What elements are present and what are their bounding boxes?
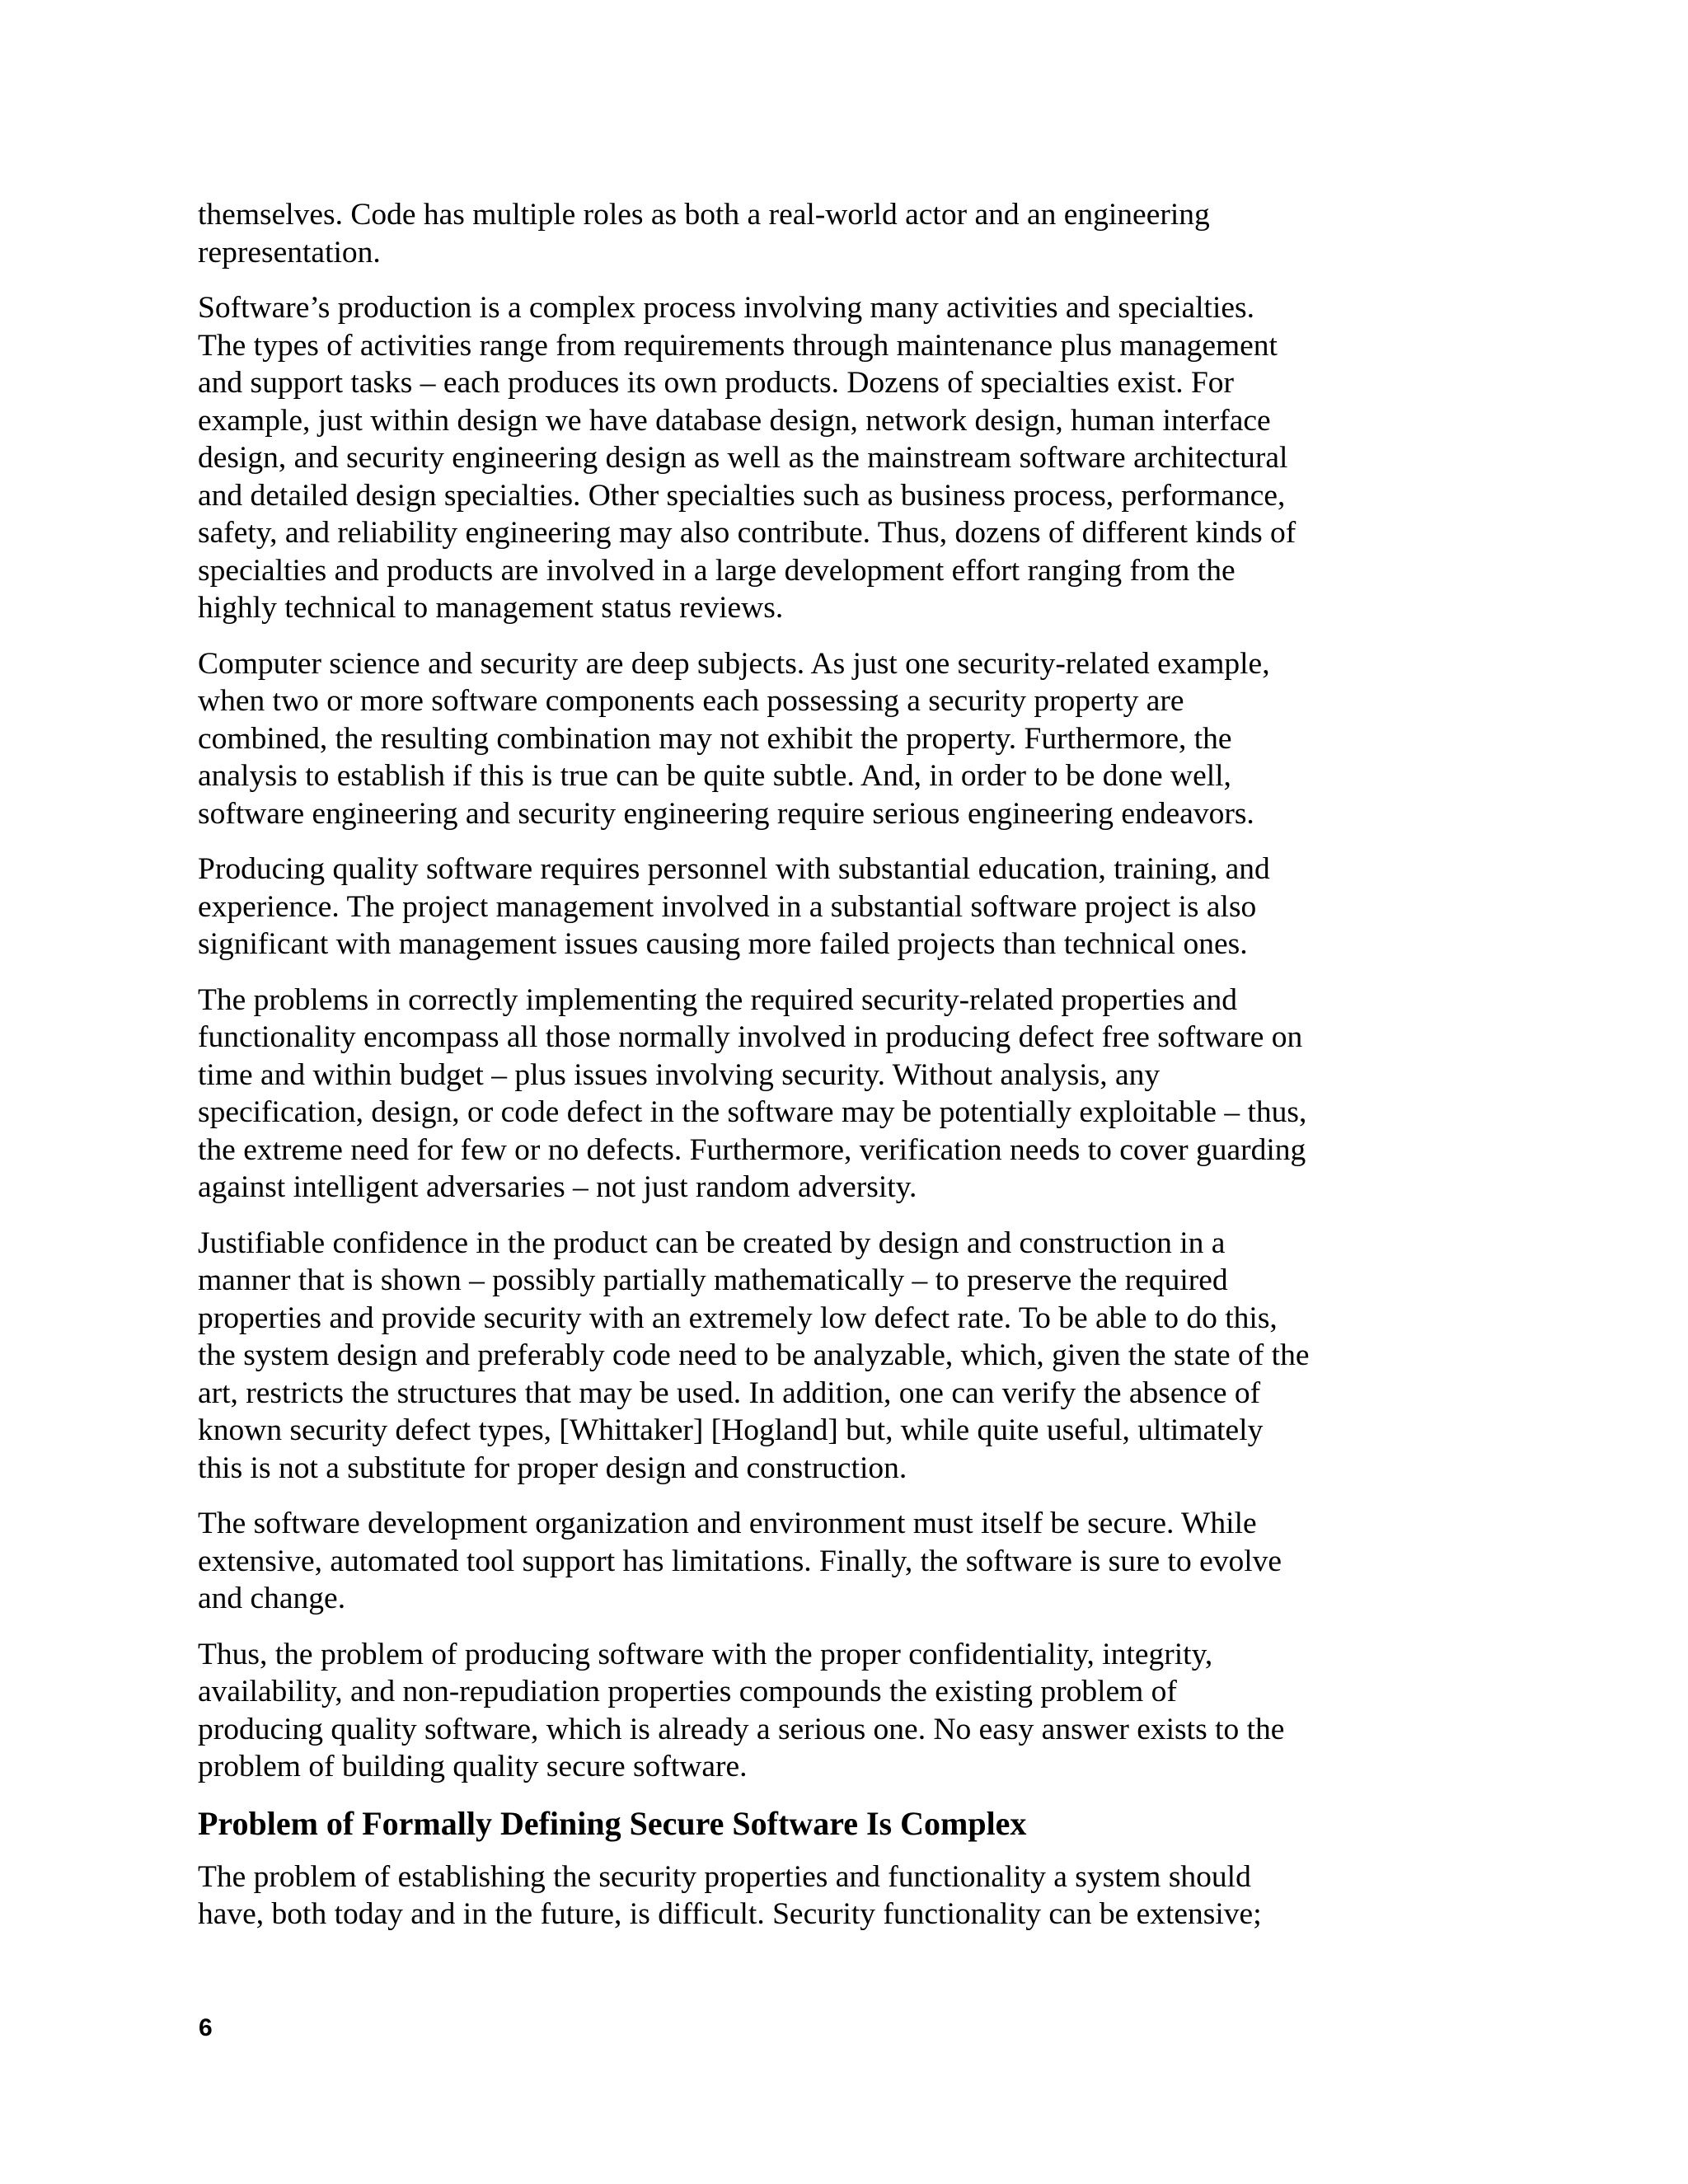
paragraph: [198, 1858, 1393, 1933]
text-line: have, both today and in the future, is difficult. Security functionality can be extensive;: [198, 1897, 1262, 1931]
text-line: highly technical to management status reviews.: [198, 591, 784, 625]
page-body: [198, 196, 1393, 1952]
paragraph: [198, 645, 1393, 833]
text-line: and detailed design specialties. Other specialties such as business process, performance,: [198, 478, 1286, 513]
text-line: The types of activities range from requirements through maintenance plus management: [198, 328, 1278, 363]
text-line: when two or more software components each possessing a security property are: [198, 684, 1184, 718]
paragraph: [198, 851, 1393, 963]
text-line: against intelligent adversaries – not just random adversity.: [198, 1170, 917, 1204]
text-line: time and within budget – plus issues involving security. Without analysis, any: [198, 1057, 1160, 1092]
text-line: and change.: [198, 1582, 346, 1615]
text-line: this is not a substitute for proper design and construction.: [198, 1451, 907, 1485]
text-line: design, and security engineering design as well as the mainstream software architectural: [198, 441, 1288, 475]
text-line: producing quality software, which is already a serious one. No easy answer exists to the: [198, 1712, 1285, 1746]
text-line: art, restricts the structures that may be used. In addition, one can verify the absence of: [198, 1376, 1261, 1410]
text-line: functionality encompass all those normally involved in producing defect free software on: [198, 1020, 1303, 1054]
text-line: Producing quality software requires personnel with substantial education, training, and: [198, 852, 1270, 886]
text-line: known security defect types, [Whittaker] [Hogland] but, while quite useful, ultimately: [198, 1413, 1264, 1447]
text-line: Thus, the problem of producing software with the proper confidentiality, integrity,: [198, 1637, 1213, 1671]
section-heading: Problem of Formally Defining Secure Software Is Complex: [198, 1804, 1027, 1842]
paragraph: [198, 289, 1393, 627]
text-line: themselves. Code has multiple roles as both a real-world actor and an engineering: [198, 198, 1210, 232]
paragraph: [198, 1636, 1393, 1786]
text-line: manner that is shown – possibly partially mathematically – to preserve the required: [198, 1263, 1228, 1297]
text-line: software engineering and security engineering require serious engineering endeavors.: [198, 796, 1254, 831]
paragraph: [198, 1225, 1393, 1488]
text-line: Software’s production is a complex process involving many activities and specialties.: [198, 291, 1254, 325]
page-number: 6: [199, 2014, 213, 2041]
paragraph: [198, 196, 1393, 271]
text-line: The software development organization and environment must itself be secure. While: [198, 1507, 1257, 1540]
text-line: The problem of establishing the security properties and functionality a system should: [198, 1859, 1251, 1894]
text-line: properties and provide security with an extremely low defect rate. To be able to do this,: [198, 1301, 1278, 1335]
text-line: representation.: [198, 235, 381, 269]
text-line: combined, the resulting combination may not exhibit the property. Furthermore, the: [198, 721, 1232, 756]
text-line: specialties and products are involved in a large development effort ranging from the: [198, 553, 1236, 588]
text-line: specification, design, or code defect in the software may be potentially exploitable – thus,: [198, 1095, 1307, 1129]
text-line: problem of building quality secure software.: [198, 1750, 748, 1783]
text-line: analysis to establish if this is true can be quite subtle. And, in order to be done well,: [198, 759, 1231, 793]
text-line: availability, and non-repudiation properties compounds the existing problem of: [198, 1675, 1177, 1708]
text-line: example, just within design we have database design, network design, human interface: [198, 403, 1271, 438]
text-line: experience. The project management involved in a substantial software project is also: [198, 889, 1257, 924]
text-line: Computer science and security are deep subjects. As just one security-related example,: [198, 646, 1270, 681]
text-line: and support tasks – each produces its own products. Dozens of specialties exist. For: [198, 366, 1235, 400]
text-line: significant with management issues causing more failed projects than technical ones.: [198, 927, 1248, 961]
text-line: the system design and preferably code need to be analyzable, which, given the state of the: [198, 1338, 1310, 1372]
paragraph: [198, 982, 1393, 1207]
text-line: Justifiable confidence in the product can be created by design and construction in a: [198, 1226, 1226, 1260]
text-line: the extreme need for few or no defects. Furthermore, verification needs to cover guarding: [198, 1132, 1306, 1167]
text-line: extensive, automated tool support has limitations. Finally, the software is sure to evolve: [198, 1544, 1282, 1578]
text-line: safety, and reliability engineering may also contribute. Thus, dozens of different kinds of: [198, 516, 1296, 550]
text-line: The problems in correctly implementing the required security-related properties and: [198, 982, 1237, 1017]
paragraph: [198, 1505, 1393, 1618]
